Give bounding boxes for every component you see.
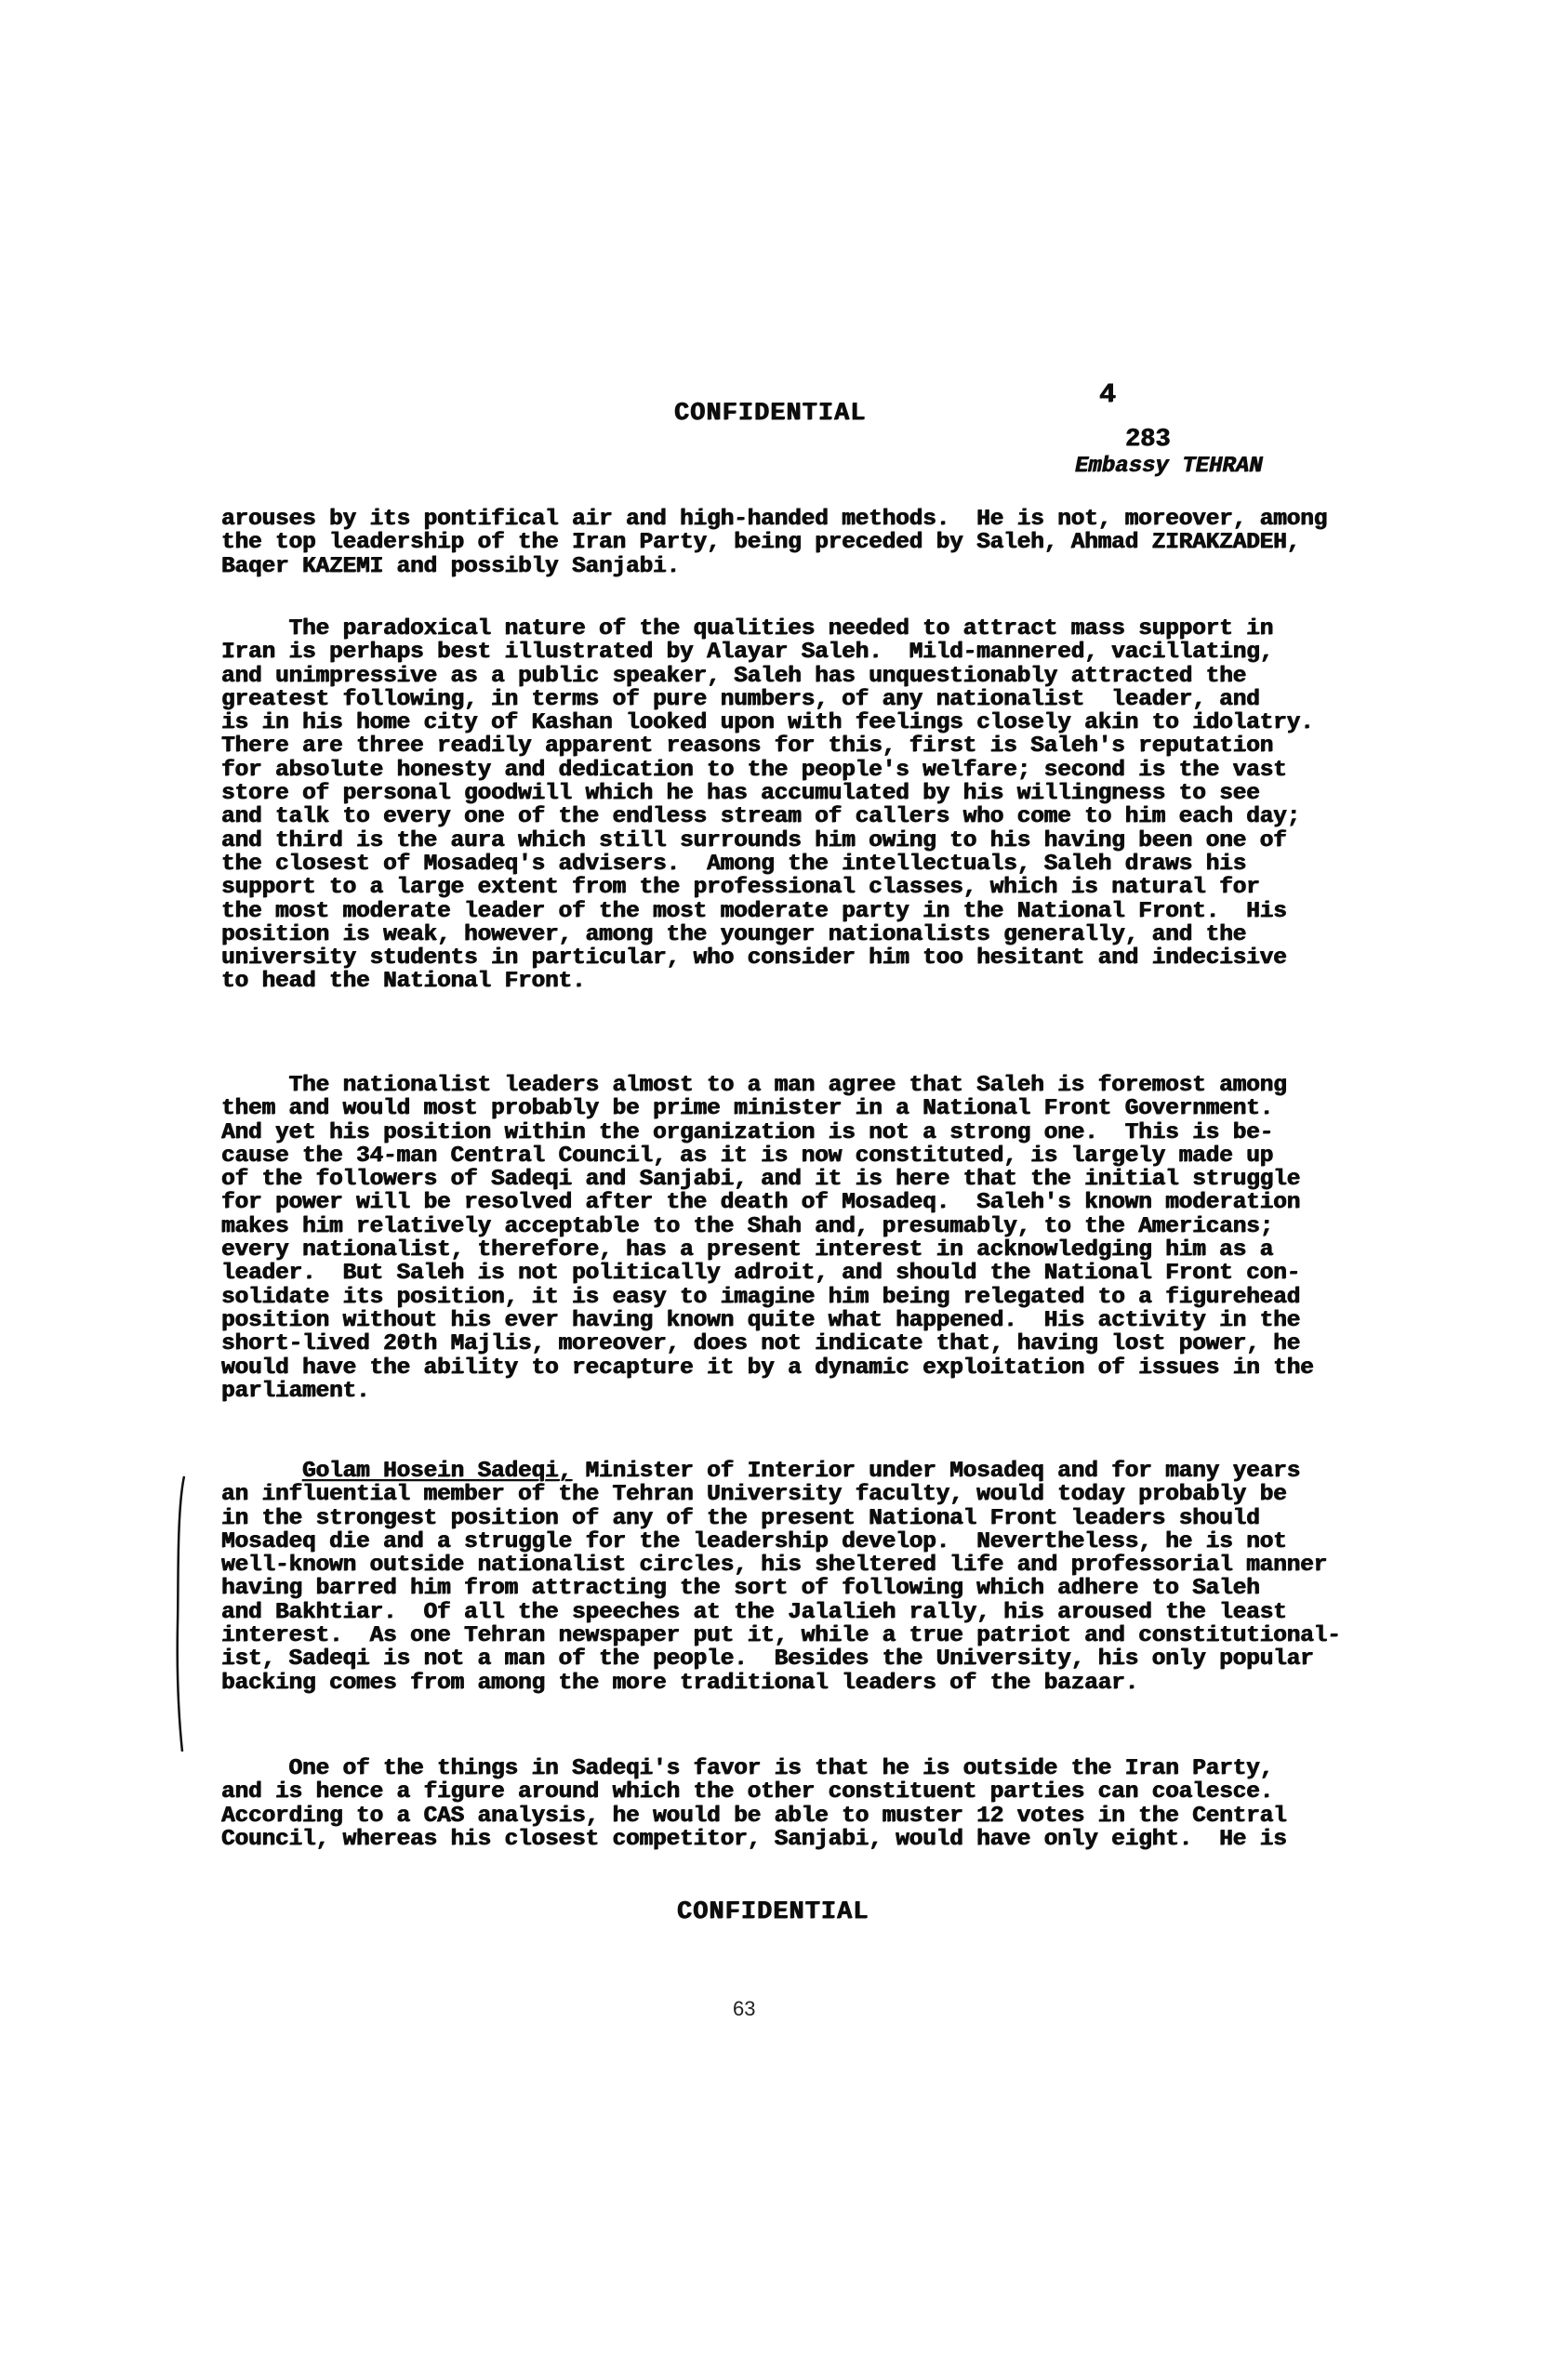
text-line: an influential member of the Tehran University faculty, would today probably be (221, 1482, 1287, 1508)
text-line: position without his ever having known quite what happened. His activity in the (221, 1307, 1301, 1333)
text-line: university students in particular, who consider him too hesitant and indecisive (221, 945, 1287, 972)
paragraph-sadeqi-favor (221, 1757, 1328, 1851)
text-line: for absolute honesty and dedication to the people's welfare; second is the vast (221, 757, 1287, 783)
text-line: is in his home city of Kashan looked upon with feelings closely akin to idolatry. (221, 710, 1314, 736)
text-line: would have the ability to recapture it by a dynamic exploitation of issues in the (221, 1355, 1314, 1381)
text-line: solidate its position, it is easy to imagine him being relegated to a figurehead (221, 1284, 1301, 1310)
text-line: and unimpressive as a public speaker, Saleh has unquestionably attracted the (221, 663, 1247, 689)
paragraph-saleh-paradox (221, 617, 1328, 994)
text-line: The paradoxical nature of the qualities needed to attract mass support in (221, 616, 1274, 641)
text-line: and third is the aura which still surrounds him owing to his having been one of (221, 827, 1287, 853)
text-line: having barred him from attracting the sort of following which adhere to Saleh (221, 1576, 1260, 1602)
text-line: cause the 34-man Central Council, as it is now constituted, is largely made up (221, 1143, 1274, 1169)
text-line: the most moderate leader of the most moderate party in the National Front. His (221, 898, 1287, 924)
text-line: greatest following, in terms of pure numbers, of any nationalist leader, and (221, 686, 1260, 712)
text-line: interest. As one Tehran newspaper put it, while a true patriot and constitutional- (221, 1623, 1341, 1649)
page-number: 63 (733, 1997, 756, 2020)
paragraph-sadeqi (221, 1459, 1341, 1696)
text-line: Baqer KAZEMI and possibly Sanjabi. (221, 553, 681, 579)
text-line: The nationalist leaders almost to a man agree that Saleh is foremost among (221, 1073, 1287, 1098)
text-line: And yet his position within the organization is not a strong one. This is be- (221, 1119, 1274, 1145)
text-line: backing comes from among the more traditional leaders of the bazaar. (221, 1670, 1139, 1696)
text-line: Council, whereas his closest competitor, Sanjabi, would have only eight. He is (221, 1826, 1287, 1852)
text-line: leader. But Saleh is not politically adroit, and should the National Front con- (221, 1261, 1301, 1287)
classification-footer: CONFIDENTIAL (677, 1898, 869, 1926)
text-line: and talk to every one of the endless stream of callers who come to him each day; (221, 804, 1301, 830)
embassy-origin: Embassy TEHRAN (1075, 454, 1263, 479)
text-line: well-known outside nationalist circles, his sheltered life and professorial manner (221, 1553, 1328, 1579)
text-line: for power will be resolved after the death of Mosadeq. Saleh's known moderation (221, 1190, 1301, 1216)
text-line: According to a CAS analysis, he would be able to muster 12 votes in the Central (221, 1803, 1287, 1829)
text-line: Iran is perhaps best illustrated by Alayar Saleh. Mild-mannered, vacillating, (221, 640, 1274, 666)
margin-bracket-mark (173, 1474, 186, 1753)
text-line: of the followers of Sadeqi and Sanjabi, and it is here that the initial struggle (221, 1167, 1301, 1193)
text-line: ist, Sadeqi is not a man of the people. Besides the University, his only popular (221, 1646, 1314, 1673)
text-line: in the strongest position of any of the present National Front leaders should (221, 1505, 1260, 1531)
classification-header: CONFIDENTIAL (674, 400, 867, 428)
underlined-name-sadeqi: Golam Hosein Sadeqi, (302, 1459, 573, 1484)
text-line: the top leadership of the Iran Party, being preceded by Saleh, Ahmad ZIRAKZADEH, (221, 530, 1301, 556)
text-line: store of personal goodwill which he has accumulated by his willingness to see (221, 781, 1260, 807)
text-line: makes him relatively acceptable to the Shah and, presumably, to the Americans; (221, 1213, 1274, 1239)
text-line: the closest of Mosadeq's advisers. Among the intellectuals, Saleh draws his (221, 851, 1247, 877)
text-line-rest: Minister of Interior under Mosadeq and for many years (572, 1459, 1301, 1484)
text-line: every nationalist, therefore, has a present interest in acknowledging him as a (221, 1237, 1274, 1263)
text-line: position is weak, however, among the younger nationalists generally, and the (221, 921, 1247, 947)
text-line: them and would most probably be prime minister in a National Front Government. (221, 1096, 1274, 1122)
text-line: One of the things in Sadeqi's favor is that he is outside the Iran Party, (221, 1756, 1274, 1781)
paragraph-saleh-position (221, 1074, 1328, 1403)
document-number: 283 (1125, 426, 1171, 454)
text-line: and Bakhtiar. Of all the speeches at the Jalalieh rally, his aroused the least (221, 1599, 1287, 1625)
text-line: arouses by its pontifical air and high-handed methods. He is not, moreover, among (221, 507, 1328, 532)
text-line: and is hence a figure around which the other constituent parties can coalesce. (221, 1779, 1274, 1805)
text-line: parliament. (221, 1378, 370, 1404)
text-line: short-lived 20th Majlis, moreover, does not indicate that, having lost power, he (221, 1331, 1301, 1357)
text-line: Mosadeq die and a struggle for the leadership develop. Nevertheless, he is not (221, 1528, 1287, 1554)
text-line (221, 1460, 1328, 1483)
paragraph-continuation (221, 508, 1328, 578)
text-line: to head the National Front. (221, 969, 586, 995)
text-line: There are three readily apparent reasons for this, first is Saleh's reputation (221, 734, 1274, 760)
page-marker: 4 (1099, 379, 1117, 411)
text-line: support to a large extent from the professional classes, which is natural for (221, 875, 1260, 901)
